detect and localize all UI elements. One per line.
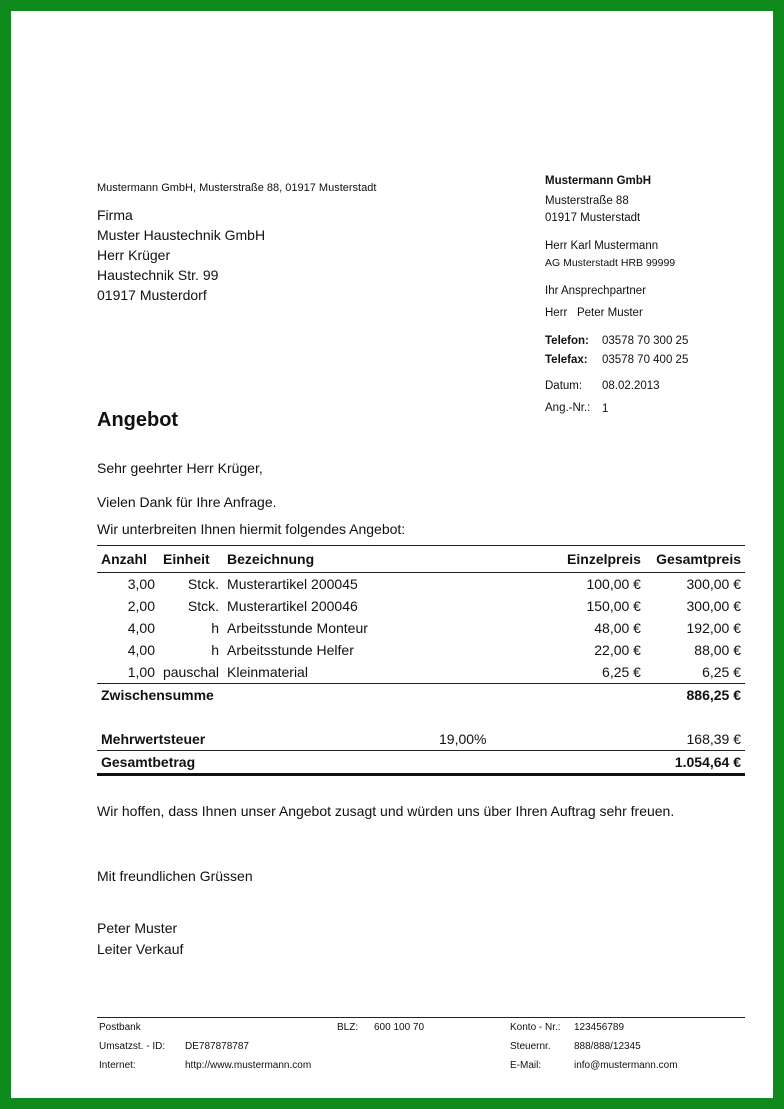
footer-divider bbox=[97, 1017, 745, 1018]
company-street: Musterstraße 88 bbox=[545, 195, 629, 207]
salutation: Sehr geehrter Herr Krüger, bbox=[97, 460, 263, 476]
cell-unit-price: 22,00 € bbox=[594, 642, 641, 658]
footer-email: info@mustermann.com bbox=[574, 1060, 678, 1071]
signer-name: Peter Muster bbox=[97, 920, 178, 936]
offer-number-value: 1 bbox=[602, 403, 609, 415]
cell-total: 300,00 € bbox=[686, 598, 741, 614]
cell-unit: h bbox=[211, 642, 220, 658]
footer-tax-label: Steuernr. bbox=[510, 1041, 551, 1052]
cell-qty: 3,00 bbox=[127, 576, 155, 592]
table-row bbox=[97, 617, 745, 639]
vat-row bbox=[97, 728, 745, 751]
phone-label: Telefon: bbox=[545, 335, 589, 347]
date-value: 08.02.2013 bbox=[602, 380, 660, 392]
date-label: Datum: bbox=[545, 380, 583, 392]
footer-web: http://www.mustermann.com bbox=[185, 1060, 312, 1071]
vat-label: Mehrwertsteuer bbox=[97, 728, 435, 751]
table-row bbox=[97, 639, 745, 661]
document-page bbox=[11, 11, 773, 1098]
cell-description: Arbeitsstunde Helfer bbox=[227, 642, 354, 658]
cell-total: 6,25 € bbox=[702, 664, 741, 680]
cell-unit: h bbox=[211, 620, 220, 636]
subtotal-label: Zwischensumme bbox=[97, 684, 435, 707]
recipient-line: 01917 Musterdorf bbox=[97, 287, 207, 303]
cell-description: Musterartikel 200045 bbox=[227, 576, 358, 592]
company-city: 01917 Musterstadt bbox=[545, 212, 641, 224]
grand-total-label: Gesamtbetrag bbox=[97, 751, 435, 775]
footer-vat-id: DE787878787 bbox=[185, 1041, 249, 1052]
company-name: Mustermann GmbH bbox=[545, 175, 652, 187]
footer-bank: Postbank bbox=[99, 1022, 141, 1033]
cell-unit-price: 48,00 € bbox=[594, 620, 641, 636]
cell-qty: 4,00 bbox=[127, 620, 155, 636]
cell-total: 300,00 € bbox=[686, 576, 741, 592]
table-row bbox=[97, 595, 745, 617]
footer-account: 123456789 bbox=[574, 1022, 625, 1033]
subtotal-value: 886,25 € bbox=[645, 684, 745, 707]
cell-description: Kleinmaterial bbox=[227, 664, 308, 680]
cell-description: Arbeitsstunde Monteur bbox=[227, 620, 368, 636]
header-unit: Einheit bbox=[159, 546, 223, 573]
fax-label: Telefax: bbox=[545, 354, 588, 366]
grand-total-row bbox=[97, 751, 745, 775]
cell-total: 192,00 € bbox=[686, 620, 741, 636]
offer-number-label: Ang.-Nr.: bbox=[545, 402, 591, 414]
company-owner: Herr Karl Mustermann bbox=[545, 240, 659, 252]
contact-label: Ihr Ansprechpartner bbox=[545, 285, 647, 297]
footer-email-label: E-Mail: bbox=[510, 1060, 542, 1071]
recipient-address bbox=[97, 205, 265, 305]
recipient-line: Herr Krüger bbox=[97, 247, 171, 263]
fax-value: 03578 70 400 25 bbox=[602, 354, 689, 366]
header-unit-price: Einzelpreis bbox=[545, 546, 645, 573]
footer-account-label: Konto - Nr.: bbox=[510, 1022, 561, 1033]
cell-description: Musterartikel 200046 bbox=[227, 598, 358, 614]
sender-return-address: Mustermann GmbH, Musterstraße 88, 01917 Musterstadt bbox=[97, 182, 377, 194]
contact-name: Herr Peter Muster bbox=[545, 307, 643, 319]
footer-tax: 888/888/12345 bbox=[574, 1041, 641, 1052]
recipient-line: Muster Haustechnik GmbH bbox=[97, 227, 266, 243]
closing-text: Wir hoffen, dass Ihnen unser Angebot zusagt und würden uns über Ihren Auftrag sehr freuen. bbox=[97, 803, 675, 819]
offer-table bbox=[97, 545, 745, 776]
header-qty: Anzahl bbox=[97, 546, 159, 573]
cell-unit: Stck. bbox=[187, 598, 220, 614]
footer-blz: 600 100 70 bbox=[374, 1022, 425, 1033]
recipient-line: Firma bbox=[97, 207, 133, 223]
subtotal-row bbox=[97, 684, 745, 707]
grand-total-value: 1.054,64 € bbox=[645, 751, 745, 775]
footer-vat-id-label: Umsatzst. - ID: bbox=[99, 1041, 166, 1052]
cell-qty: 2,00 bbox=[127, 598, 155, 614]
cell-qty: 4,00 bbox=[127, 642, 155, 658]
vat-value: 168,39 € bbox=[645, 728, 745, 751]
cell-unit-price: 150,00 € bbox=[586, 598, 641, 614]
cell-unit: pauschal bbox=[162, 664, 220, 680]
footer-web-label: Internet: bbox=[99, 1060, 136, 1071]
phone-value: 03578 70 300 25 bbox=[602, 335, 689, 347]
header-description: Bezeichnung bbox=[223, 546, 435, 573]
cell-unit-price: 100,00 € bbox=[586, 576, 641, 592]
regards: Mit freundlichen Grüssen bbox=[97, 868, 253, 884]
table-row bbox=[97, 661, 745, 684]
footer-blz-label: BLZ: bbox=[337, 1022, 359, 1033]
table-row bbox=[97, 573, 745, 596]
cell-qty: 1,00 bbox=[127, 664, 155, 680]
thanks-text: Vielen Dank für Ihre Anfrage. bbox=[97, 494, 277, 510]
vat-rate: 19,00% bbox=[435, 728, 545, 751]
header-total: Gesamtpreis bbox=[645, 546, 745, 573]
cell-unit: Stck. bbox=[187, 576, 220, 592]
cell-unit-price: 6,25 € bbox=[602, 664, 641, 680]
cell-total: 88,00 € bbox=[694, 642, 741, 658]
document-title: Angebot bbox=[97, 409, 179, 431]
intro-text: Wir unterbreiten Ihnen hiermit folgendes Angebot: bbox=[97, 521, 406, 537]
recipient-line: Haustechnik Str. 99 bbox=[97, 267, 219, 283]
company-register: AG Musterstadt HRB 99999 bbox=[545, 257, 676, 269]
signer-title: Leiter Verkauf bbox=[97, 941, 184, 957]
table-header-row bbox=[97, 546, 745, 573]
